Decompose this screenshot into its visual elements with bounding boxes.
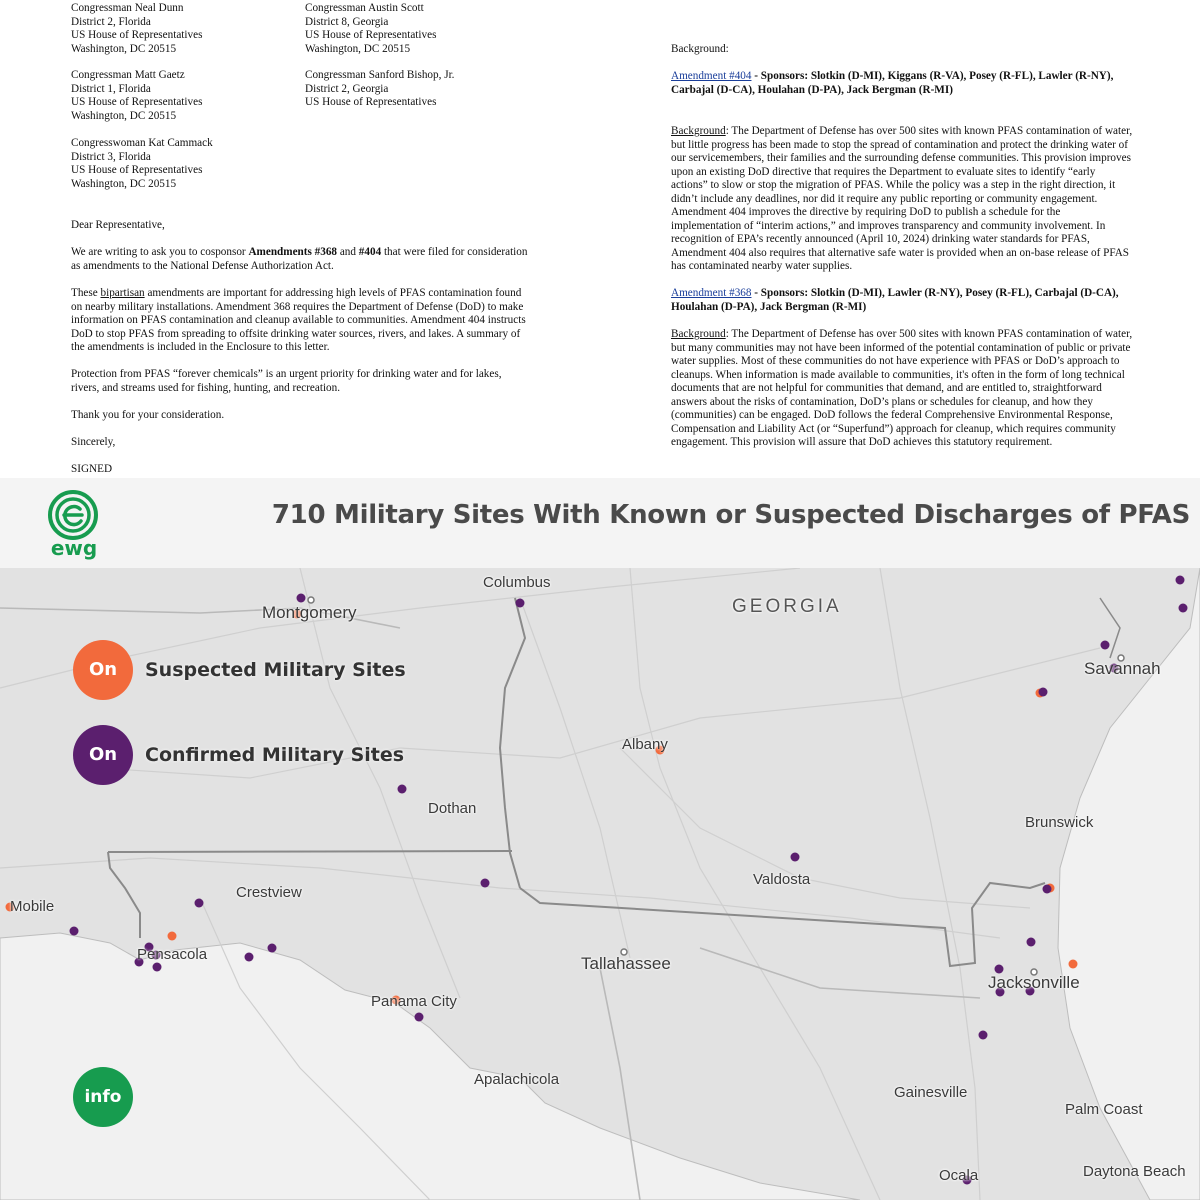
confirmed-site-marker[interactable]	[245, 953, 254, 962]
cosponsor-letter	[0, 0, 1200, 478]
city-label: Savannah	[1084, 659, 1161, 678]
confirmed-site-marker[interactable]	[415, 1013, 424, 1022]
confirmed-site-marker[interactable]	[791, 853, 800, 862]
amendment-404-header: Amendment #404 - Sponsors: Slotkin (D-MI), Kiggans (R-VA), Posey (R-FL), Lawler (R-NY), Carbajal (D-CA), Houlahan (D-PA), Jack Bergman (R-MI)	[671, 70, 1114, 96]
recipient-dunn: Congressman Neal Dunn District 2, Florida US House of Representatives Washington, DC 20515	[71, 2, 203, 55]
confirmed-sites-label: Confirmed Military Sites	[145, 744, 405, 766]
confirmed-site-marker[interactable]	[153, 963, 162, 972]
city-label: Jacksonville	[988, 973, 1080, 992]
state-label-georgia: GEORGIA	[732, 596, 842, 617]
city-label: Panama City	[371, 993, 457, 1010]
info-button[interactable]: info	[73, 1067, 133, 1127]
city-label: Dothan	[428, 800, 477, 817]
enclosure-heading: Background:	[671, 43, 729, 55]
confirmed-site-marker[interactable]	[398, 785, 407, 794]
letter-paragraph-1: We are writing to ask you to cosponsor Amendments #368 and #404 that were filed for consideration as amendments to the National Defense Authorization Act.	[71, 246, 528, 272]
amendment-368-header: Amendment #368 - Sponsors: Slotkin (D-MI), Lawler (R-NY), Posey (R-FL), Carbajal (D-CA), Houlahan (D-PA), Jack Bergman (R-MI)	[671, 287, 1119, 313]
letter-paragraph-2: These bipartisan amendments are important for addressing high levels of PFAS contamination found on nearby military installations. Amendment 368 requires the Department of Defense (DoD) to make information on PFAS contamination and cleanup available to communities. Amendment 404 instructs DoD to stop PFAS from spreading to offsite drinking water sources, rivers, and lakes. A summary of the amendments is included in the Enclosure to this letter.	[71, 287, 526, 353]
confirmed-sites-toggle[interactable]: On	[73, 725, 133, 785]
confirmed-site-marker[interactable]	[1101, 641, 1110, 650]
amendment-368-link[interactable]: Amendment #368	[671, 287, 752, 299]
recipient-cammack: Congresswoman Kat Cammack District 3, Florida US House of Representatives Washington, DC 20515	[71, 137, 213, 190]
confirmed-site-marker[interactable]	[1043, 885, 1052, 894]
confirmed-site-marker[interactable]	[195, 899, 204, 908]
city-label: Apalachicola	[474, 1071, 560, 1088]
ewg-logo[interactable]	[45, 488, 101, 566]
city-label: Montgomery	[262, 603, 357, 622]
recipient-scott: Congressman Austin Scott District 8, Georgia US House of Representatives Washington, DC 20515	[305, 2, 437, 55]
confirmed-site-marker[interactable]	[516, 599, 525, 608]
city-label: Albany	[622, 736, 668, 753]
city-label: Pensacola	[137, 946, 208, 963]
confirmed-site-marker[interactable]	[1176, 576, 1185, 585]
city-label: Mobile	[10, 898, 55, 915]
city-label: Crestview	[236, 884, 302, 901]
page-title: 710 Military Sites With Known or Suspected Discharges of PFAS	[271, 500, 1190, 530]
city-label: Daytona Beach	[1083, 1163, 1186, 1180]
suspected-sites-label: Suspected Military Sites	[145, 659, 406, 681]
city-label: Palm Coast	[1065, 1101, 1143, 1118]
confirmed-site-marker[interactable]	[1039, 688, 1048, 697]
ewg-logo-text: ewg	[50, 536, 98, 560]
suspected-site-marker[interactable]	[1069, 960, 1078, 969]
recipient-bishop: Congressman Sanford Bishop, Jr. District 2, Georgia US House of Representatives	[305, 69, 455, 108]
amendment-404-link[interactable]: Amendment #404	[671, 70, 752, 82]
amendment-368-background: Background: The Department of Defense has over 500 sites with known PFAS contamination of water, but many communities may not have been informed of the potential contamination of public or private water supplies. Most of these communities do not have experience with PFAS or DoD’s approach to cleanups. When information is made available to communities, it's often in the form of long technical documents that are not helpful for communities that demand, and are entitled to, straightforward answers about the risks of contamination, DoD’s plans or schedules for cleanup, and how they (communities) can be engaged. DoD follows the federal Comprehensive Environmental Response, Compensation and Liability Act (or “Superfund”) approach for cleanup, which requires community engagement. This provision will assure that DoD achieves this statutory requirement.	[671, 328, 1133, 448]
letter-paragraph-4: Thank you for your consideration.	[71, 409, 225, 421]
confirmed-site-marker[interactable]	[1179, 604, 1188, 613]
confirmed-site-marker[interactable]	[268, 944, 277, 953]
amendment-404-background: Background: The Department of Defense has over 500 sites with known PFAS contamination of water, but little progress has been made to stop the spread of contamination and protect the drinking water of our servicemembers, their families and the surrounding defense communities. This provision improves upon an existing DoD directive that requires the Department to evaluate sites to identify “early actions” to slow or stop the migration of PFAS. While the policy was a step in the right direction, it didn’t include any deadlines, nor did it require any public reporting or community engagement. Amendment 404 improves the directive by requiring DoD to publish a schedule for the implementation of “interim actions,” and improves transparency and community involvement. In recognition of EPA’s recently announced (April 10, 2024) drinking water standards for PFAS, Amendment 404 also requires that alternative safe water is provided when an on-base release of PFAS has contaminated nearby water supplies.	[671, 125, 1133, 272]
city-label: Gainesville	[894, 1084, 968, 1101]
salutation: Dear Representative,	[71, 219, 165, 231]
signature-line: SIGNED	[71, 463, 113, 475]
recipient-gaetz: Congressman Matt Gaetz District 1, Florida US House of Representatives Washington, DC 20515	[71, 69, 203, 122]
confirmed-site-marker[interactable]	[1027, 938, 1036, 947]
suspected-sites-toggle[interactable]: On	[73, 640, 133, 700]
suspected-site-marker[interactable]	[168, 932, 177, 941]
confirmed-site-marker[interactable]	[297, 594, 306, 603]
confirmed-site-marker[interactable]	[70, 927, 79, 936]
confirmed-site-marker[interactable]	[481, 879, 490, 888]
city-label: Valdosta	[753, 871, 811, 888]
closing: Sincerely,	[71, 436, 116, 448]
city-label: Tallahassee	[581, 954, 671, 973]
city-label: Columbus	[483, 574, 551, 591]
letter-paragraph-3: Protection from PFAS “forever chemicals” is an urgent priority for drinking water and for lakes, rivers, and streams used for fishing, hunting, and recreation.	[71, 368, 502, 394]
city-label: Ocala	[939, 1167, 979, 1184]
city-label: Brunswick	[1025, 814, 1094, 831]
confirmed-site-marker[interactable]	[979, 1031, 988, 1040]
